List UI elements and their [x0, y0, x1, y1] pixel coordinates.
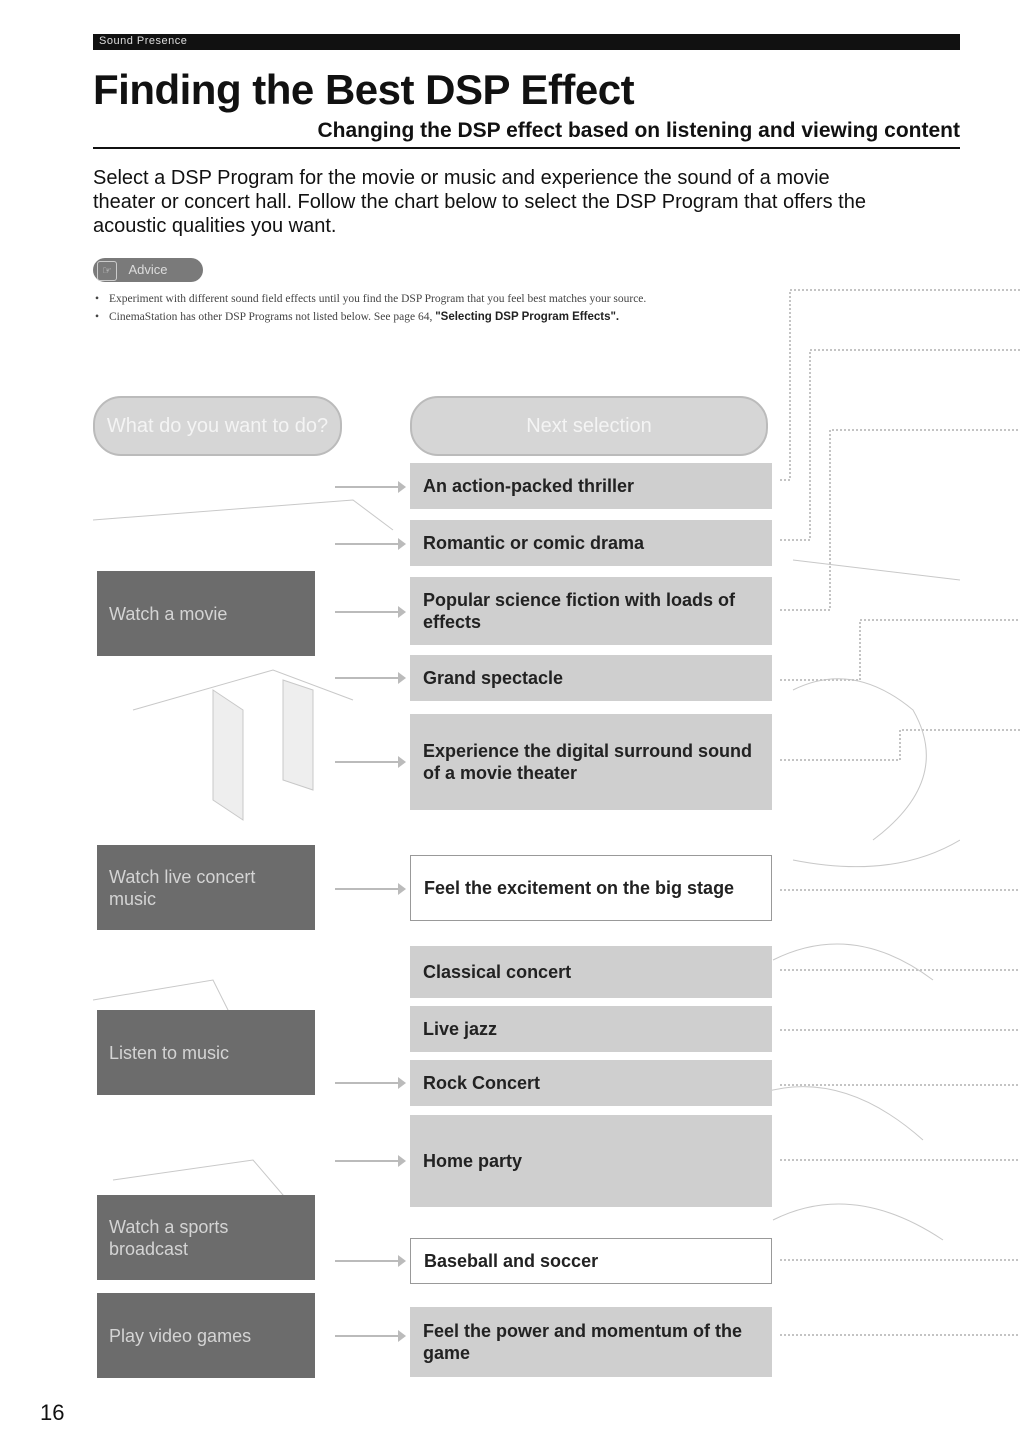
option-grand-spectacle: Grand spectacle [410, 655, 772, 701]
advice-note: • CinemaStation has other DSP Programs not listed below. See page 64, "Selecting DSP Program Effects". [93, 310, 793, 324]
arrow [335, 1260, 400, 1262]
advice-label: Advice [128, 262, 168, 277]
section-label: Sound Presence [99, 35, 188, 47]
category-video-games: Play video games [97, 1293, 315, 1378]
option-action-thriller: An action-packed thriller [410, 463, 772, 509]
option-romantic-comic-drama: Romantic or comic drama [410, 520, 772, 566]
category-listen-music: Listen to music [97, 1010, 315, 1095]
option-rock-concert: Rock Concert [410, 1060, 772, 1106]
arrow [335, 543, 400, 545]
option-sci-fi: Popular science fiction with loads of effects [410, 577, 772, 645]
advice-note: • Experiment with different sound field effects until you find the DSP Program that you feel best matches your source. [93, 292, 793, 306]
category-live-concert: Watch live concert music [97, 845, 315, 930]
arrow [335, 486, 400, 488]
arrow [335, 677, 400, 679]
option-game-power: Feel the power and momentum of the game [410, 1307, 772, 1377]
page-title: Finding the Best DSP Effect [93, 66, 635, 113]
option-classical-concert: Classical concert [410, 946, 772, 998]
option-baseball-soccer: Baseball and soccer [410, 1238, 772, 1284]
advice-notes [93, 292, 793, 328]
category-watch-movie: Watch a movie [97, 571, 315, 656]
option-digital-surround: Experience the digital surround sound of a movie theater [410, 714, 772, 810]
arrow [335, 888, 400, 890]
arrow [335, 1160, 400, 1162]
option-home-party: Home party [410, 1115, 772, 1207]
section-header-bar [93, 34, 960, 50]
column-header-right: Next selection [410, 396, 768, 456]
column-header-left: What do you want to do? [93, 396, 342, 456]
page-number: 16 [40, 1400, 65, 1425]
page-subtitle: Changing the DSP effect based on listening and viewing content [93, 119, 960, 149]
option-big-stage: Feel the excitement on the big stage [410, 855, 772, 921]
option-live-jazz: Live jazz [410, 1006, 772, 1052]
arrow [335, 611, 400, 613]
arrow [335, 761, 400, 763]
advice-note-reference: "Selecting DSP Program Effects". [435, 311, 620, 323]
advice-badge [93, 258, 203, 282]
arrow [335, 1082, 400, 1084]
category-sports: Watch a sports broadcast [97, 1195, 315, 1280]
hand-icon: ☞ [97, 261, 117, 281]
intro-paragraph: Select a DSP Program for the movie or music and experience the sound of a movie theater or concert hall. Follow the chart below to select the DSP Program that offers the acoustic qualities you want. [93, 167, 866, 237]
arrow [335, 1335, 400, 1337]
connector-lines [770, 280, 1020, 1380]
